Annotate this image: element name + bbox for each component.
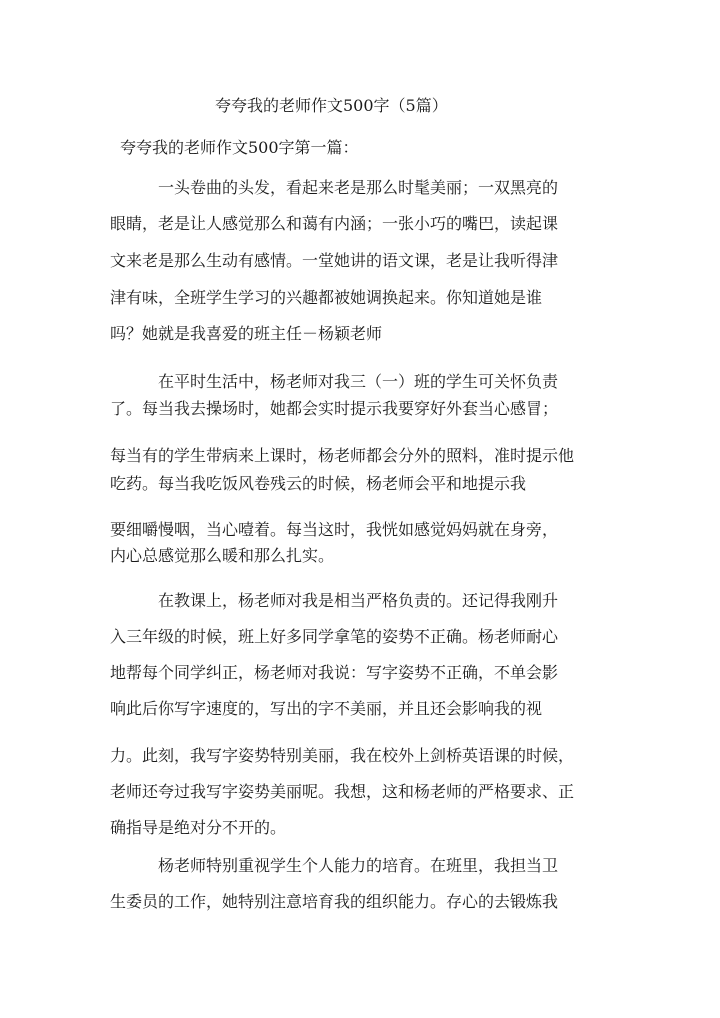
paragraph-line: 在教课上，杨老师对我是相当严格负责的。还记得我刚升 [158, 591, 559, 610]
paragraph-line: 力。此刻，我写字姿势特别美丽，我在校外上剑桥英语课的时候， [110, 746, 575, 765]
paragraph-line: 内心总感觉那么暖和那么扎实。 [110, 546, 335, 565]
paragraph-line: 在平时生活中，杨老师对我三（一）班的学生可关怀负责 [158, 372, 559, 391]
paragraph-line: 杨老师特别重视学生个人能力的培育。在班里，我担当卫 [158, 856, 559, 875]
paragraph-line: 地帮每个同学纠正，杨老师对我说：写字姿势不正确，不单会影 [110, 663, 559, 682]
section-heading: 夸夸我的老师作文500字第一篇： [120, 138, 359, 157]
paragraph-line: 入三年级的时候，班上好多同学拿笔的姿势不正确。杨老师耐心 [110, 627, 559, 646]
paragraph-line: 老师还夸过我写字姿势美丽呢。我想，这和杨老师的严格要求、正 [110, 782, 575, 801]
paragraph-line: 吗？她就是我喜爱的班主任－杨颖老师 [110, 324, 383, 343]
paragraph-line: 了。每当我去操场时，她都会实时提示我要穿好外套当心感冒； [110, 399, 559, 418]
paragraph-line: 要细嚼慢咽，当心噎着。每当这时，我恍如感觉妈妈就在身旁， [110, 520, 559, 539]
document-title: 夸夸我的老师作文500字（5篇） [215, 96, 448, 115]
paragraph-line: 一头卷曲的头发，看起来老是那么时髦美丽；一双黑亮的 [158, 178, 559, 197]
paragraph-line: 生委员的工作，她特别注意培育我的组织能力。存心的去锻炼我 [110, 892, 559, 911]
paragraph-line: 响此后你写字速度的，写出的字不美丽，并且还会影响我的视 [110, 699, 543, 718]
paragraph-line: 眼睛，老是让人感觉那么和蔼有内涵；一张小巧的嘴巴，读起课 [110, 214, 559, 233]
paragraph-line: 确指导是绝对分不开的。 [110, 818, 287, 837]
paragraph-line: 文来老是那么生动有感情。一堂她讲的语文课，老是让我听得津 [110, 251, 559, 270]
paragraph-line: 津有味，全班学生学习的兴趣都被她调换起来。你知道她是谁 [110, 288, 543, 307]
paragraph-line: 吃药。每当我吃饭风卷残云的时候，杨老师会平和地提示我 [110, 474, 527, 493]
paragraph-line: 每当有的学生带病来上课时，杨老师都会分外的照料，准时提示他 [110, 446, 575, 465]
